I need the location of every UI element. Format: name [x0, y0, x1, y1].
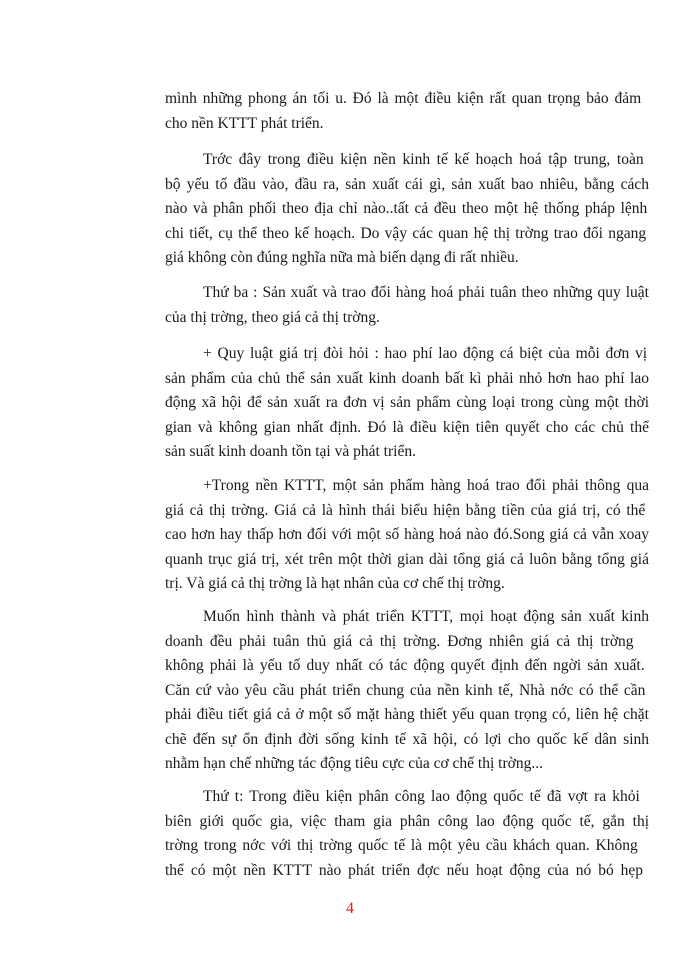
paragraph-3: [165, 281, 649, 330]
paragraph-line: động xã hội để sản xuất ra đơn vị sản phẩm cùng loại trong cùng một thời: [165, 394, 649, 411]
paragraph-line: + Quy luật giá trị đòi hỏi : hao phí lao động cá biệt của mỗi đơn vị: [203, 345, 648, 362]
paragraph-line: giá cả thị trờng. Giá cả là hình thái biểu hiện bằng tiền của giá trị, có thể: [165, 501, 646, 519]
paragraph-line: cho nền KTTT phát triển.: [165, 114, 324, 132]
paragraph-line: biên giới quốc gia, việc tham gia phân công lao động quốc tế, gắn thị: [165, 812, 649, 830]
paragraph-4: [165, 342, 649, 465]
paragraph-line: giá không còn đúng nghĩa nữa mà biến dạng đi rất nhiều.: [165, 249, 519, 266]
paragraph-line: sản suất kinh doanh tồn tại và phát triển.: [165, 443, 416, 460]
paragraph-line: phải điều tiết giá cả ở một số mặt hàng thiết yếu quan trọng có, liên hệ chặt: [165, 706, 649, 723]
paragraph-line: quanh trục giá trị, xét trên một thời gian dài tổng giá cả luôn bằng tổng giá: [165, 550, 649, 568]
paragraph-line: của thị trờng, theo giá cả thị trờng.: [165, 308, 380, 326]
paragraph-line: chẽ đến sự ổn định đời sống kinh tế xã hội, có lợi cho quốc kế dân sinh: [165, 730, 649, 748]
paragraph-line: thể có một nền KTTT nào phát triển đợc nếu hoạt động của nó bó hẹp: [165, 861, 643, 879]
paragraph-line: chi tiết, cụ thể theo kế hoạch. Do vậy các quan hệ thị trờng trao đổi ngang: [165, 224, 647, 242]
paragraph-line: mình những phong án tối u. Đó là một điều kiện rất quan trọng bảo đảm: [165, 90, 642, 107]
paragraph-line: nào và phân phối theo địa chỉ nào..tất cả đều theo một hệ thống pháp lệnh: [165, 200, 648, 217]
paragraph-line: nhằm hạn chế những tác động tiêu cực của cơ chế thị trờng...: [165, 755, 543, 772]
paragraph-line: doanh đều phải tuân thủ giá cả thị trờng. Đơng nhiên giá cả thị trờng: [165, 632, 634, 650]
paragraph-line: Muốn hình thành và phát triển KTTT, mọi hoạt động sản xuất kinh: [203, 608, 649, 625]
paragraph-line: sản phẩm của chủ thể sản xuất kinh doanh bất kì phải nhỏ hơn hao phí lao: [165, 369, 649, 387]
paragraph-7: [165, 785, 649, 883]
paragraph-line: gian và không gian nhất định. Đó là điều kiện tiên quyết cho các chủ thể: [165, 418, 649, 436]
paragraph-line: Thứ t: Trong điều kiện phân công lao động quốc tế đã vợt ra khỏi: [203, 788, 640, 805]
paragraph-2: [165, 148, 649, 271]
paragraph-line: Trớc đây trong điều kiện nền kinh tế kế hoạch hoá tập trung, toàn: [203, 151, 644, 168]
paragraph-line: trị. Và giá cả thị trờng là hạt nhân của cơ chế thị trờng.: [165, 575, 505, 592]
paragraph-line: Thứ ba : Sản xuất và trao đổi hàng hoá phải tuân theo những quy luật: [203, 284, 649, 301]
paragraph-line: không phải là yếu tố duy nhất có tác động quyết định đến ngời sản xuất.: [165, 657, 645, 674]
page-number: 4: [346, 900, 354, 917]
paragraph-line: cao hơn hay thấp hơn đối với một số hàng hoá nào đó.Song giá cả vẫn xoay: [165, 526, 649, 543]
paragraph-1: [165, 87, 649, 136]
paragraph-line: trờng trong nớc với thị trờng quốc tế là một yêu cầu khách quan. Không: [165, 837, 638, 854]
paragraph-5: [165, 474, 649, 597]
paragraph-line: +Trong nền KTTT, một sản phẩm hàng hoá trao đổi phải thông qua: [203, 477, 649, 494]
paragraph-line: Căn cứ vào yêu cầu phát triển chung của nền kinh tế, Nhà nớc có thể cần: [165, 681, 646, 699]
paragraph-6: [165, 605, 649, 777]
paragraph-line: bộ yếu tố đầu vào, đầu ra, sản xuất cái gì, sản xuất bao nhiêu, bằng cách: [165, 175, 649, 193]
